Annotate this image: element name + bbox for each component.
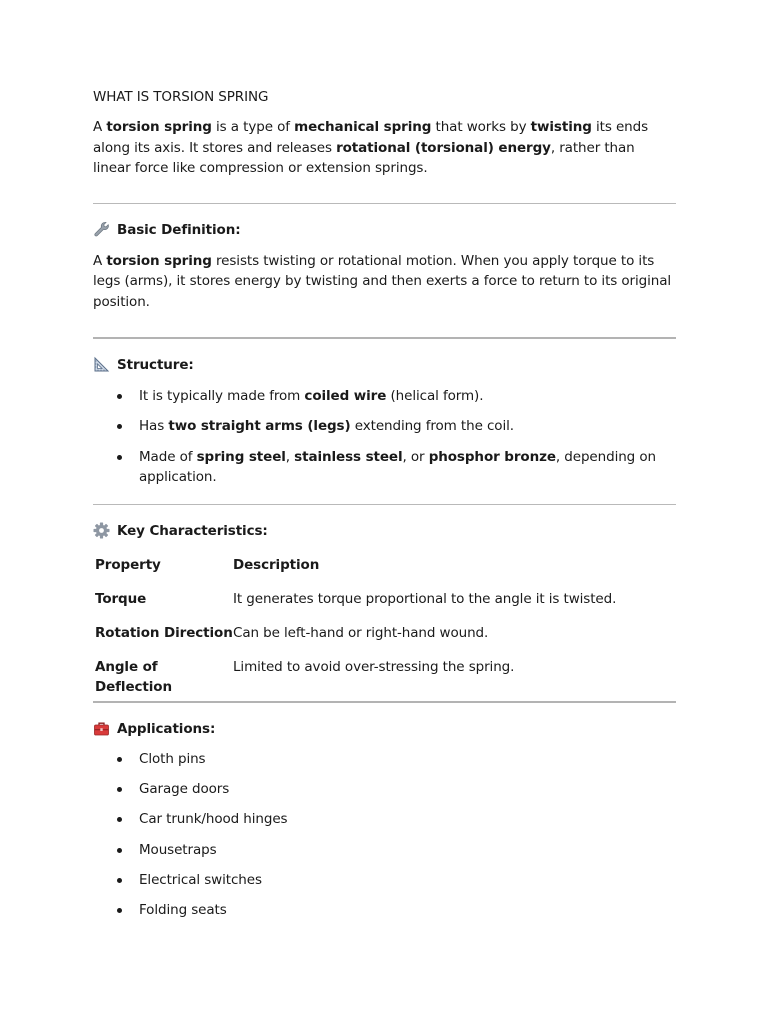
intro-paragraph bbox=[93, 117, 676, 179]
divider bbox=[93, 203, 676, 204]
toolbox-icon bbox=[93, 720, 110, 737]
text-run: , rather than linear force like compression or extension springs. bbox=[93, 139, 635, 177]
table-row bbox=[95, 657, 616, 697]
text-run: (helical form). bbox=[386, 387, 484, 404]
text-run: , or bbox=[402, 448, 429, 465]
property-cell: Torque bbox=[95, 590, 147, 607]
bold-text: torsion spring bbox=[106, 119, 212, 135]
application-item: Mousetraps bbox=[93, 840, 676, 861]
bold-text: rotational (torsional) energy bbox=[336, 139, 551, 156]
text-run: A bbox=[93, 119, 107, 135]
document bbox=[93, 87, 676, 920]
text-run: Made of bbox=[139, 448, 197, 465]
wrench-icon bbox=[93, 221, 110, 238]
basic-definition-paragraph bbox=[93, 251, 676, 313]
key-characteristics-heading bbox=[93, 521, 676, 541]
divider bbox=[93, 504, 676, 505]
applications-heading bbox=[93, 719, 676, 739]
table-header-row bbox=[95, 555, 616, 589]
table-row bbox=[95, 589, 616, 623]
table-header-cell: Property bbox=[95, 556, 161, 573]
bold-text: torsion spring bbox=[106, 252, 212, 269]
bold-text: twisting bbox=[530, 119, 592, 135]
table-row bbox=[95, 623, 616, 657]
triangle-ruler-icon bbox=[93, 356, 110, 373]
gear-icon bbox=[93, 522, 110, 539]
bold-text: spring steel bbox=[196, 448, 286, 465]
bold-text: stainless steel bbox=[294, 448, 403, 465]
structure-heading bbox=[93, 355, 676, 375]
structure-item bbox=[93, 416, 676, 437]
text-run: Has bbox=[139, 418, 169, 435]
description-cell: Can be left-hand or right-hand wound. bbox=[233, 624, 489, 641]
applications-heading-text: Applications: bbox=[117, 720, 216, 737]
text-run: resists twisting or rotational motion. When you apply torque to its legs (arms), it stores energy by twisting and then exerts a force to return to its original position. bbox=[93, 252, 672, 310]
text-run: A bbox=[93, 252, 107, 269]
basic-definition-heading bbox=[93, 220, 676, 240]
text-run: that works by bbox=[431, 119, 531, 135]
bold-text: two straight arms (legs) bbox=[168, 418, 351, 435]
basic-definition-heading-text: Basic Definition: bbox=[117, 221, 241, 238]
application-item: Folding seats bbox=[93, 900, 676, 921]
application-item: Garage doors bbox=[93, 779, 676, 800]
application-item: Electrical switches bbox=[93, 870, 676, 891]
description-cell: It generates torque proportional to the angle it is twisted. bbox=[233, 590, 617, 607]
table-header-cell: Description bbox=[233, 556, 320, 573]
structure-item bbox=[93, 386, 676, 407]
application-item: Cloth pins bbox=[93, 749, 676, 770]
text-run: , depending on application. bbox=[139, 448, 656, 486]
applications-list bbox=[93, 749, 676, 921]
key-characteristics-heading-text: Key Characteristics: bbox=[117, 522, 268, 539]
text-run: extending from the coil. bbox=[350, 418, 514, 435]
bold-text: coiled wire bbox=[304, 387, 387, 404]
divider bbox=[93, 701, 676, 703]
structure-item bbox=[93, 447, 676, 488]
bold-text: mechanical spring bbox=[294, 119, 432, 135]
page-title: WHAT IS TORSION SPRING bbox=[93, 89, 269, 105]
text-run: It is typically made from bbox=[139, 387, 305, 404]
description-cell: Limited to avoid over-stressing the spring. bbox=[233, 658, 515, 675]
characteristics-table bbox=[95, 555, 616, 697]
property-cell: Rotation Direction bbox=[95, 624, 233, 641]
structure-heading-text: Structure: bbox=[117, 356, 194, 373]
divider bbox=[93, 337, 676, 339]
bold-text: phosphor bronze bbox=[428, 448, 556, 465]
text-run: , bbox=[285, 448, 295, 465]
text-run: is a type of bbox=[211, 119, 295, 135]
application-item: Car trunk/hood hinges bbox=[93, 809, 676, 830]
structure-list bbox=[93, 386, 676, 488]
text-run: its ends along its axis. It stores and releases bbox=[93, 119, 649, 156]
property-cell: Angle of Deflection bbox=[95, 658, 172, 695]
